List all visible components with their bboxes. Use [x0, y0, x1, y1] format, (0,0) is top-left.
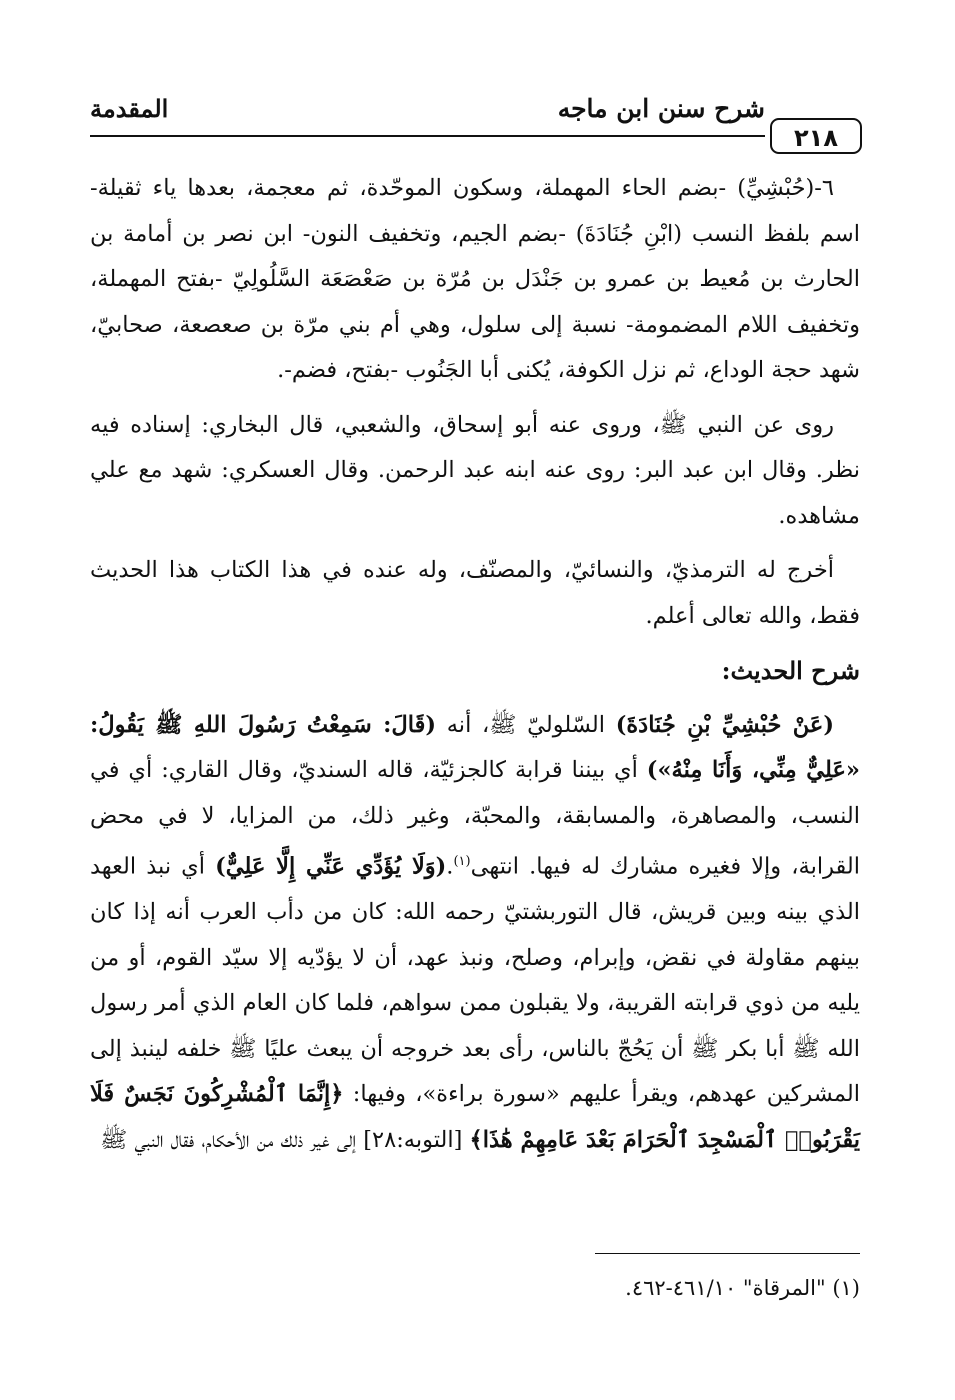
narrator-name: (عَنْ حُبْشِيِّ بْنِ جُنَادَةَ) — [615, 711, 834, 738]
narrator-biography: ٦-(حُبْشِيِّ) -بضم الحاء المهملة، وسكون الموحّدة، ثم معجمة، بعدها ياء ثقيلة- اسم بلفظ النسب (ابْنِ جُنَادَةَ) -بضم الجيم، وتخفيف النون- ابن نصر بن أمامة بن الحارث بن مُعيط بن عمرو بن جَنْدَل بن مُرّة بن صَعْصَعَة السَّلُولِيّ -بفتح المهملة، وتخفيف اللام المضمومة- نسبة إلى سلول، وهي أم بني مرّة بن صعصعة، صحابيّ، شهد حجة الوداع، ثم نزل الكوفة، يُكنى أبا الجَنُوب -بفتح، فضم-. — [90, 175, 860, 383]
narrator-sources: أخرج له الترمذيّ، والنسائيّ، والمصنّف، وله عنده في هذا الكتاب هذا الحديث فقط، والله تعالى أعلم. — [90, 557, 860, 629]
section-title: المقدمة — [90, 94, 169, 123]
commentary-dot: . — [446, 853, 454, 880]
hadith-text-2: (وَلَا يُؤَدِّي عَنِّي إِلَّا عَلِيٌّ) — [215, 853, 447, 880]
page-number: ٢١٨ — [770, 118, 862, 154]
commentary-heading: شرح الحديث: — [721, 656, 860, 685]
page-body — [90, 166, 860, 1172]
commentary-text-2: أي بيننا قرابة كالجزئيّة، قاله السنديّ، وقال القاري: أي في النسب، والمصاهرة، والمسابقة، والمحبّة، وغير ذلك، من المزايا، لا في محض القرابة، وإلا فغيره مشارك له فيها. انتهى — [90, 757, 860, 880]
quran-verse: ﴿إِنَّمَا ٱلْمُشْرِكُونَ نَجَسٌ فَلَا يَقْرَبُوا۟ ٱلْمَسْجِدَ ٱلْحَرَامَ بَعْدَ عَامِهِمْ هَٰذَا﴾ — [90, 1081, 860, 1153]
commentary-text-1: السّلوليّ ﷺ، أنه — [436, 711, 616, 738]
commentary-text-4: [التوبه:٢٨] إلى غير ذلك من الأحكام، فقال النبي ﷺ — [100, 1126, 470, 1153]
hadith-commentary — [90, 703, 860, 1164]
footnote-rule — [595, 1253, 860, 1254]
header-rule — [90, 135, 765, 137]
commentary-text-3: أي نبذ العهد الذي بينه وبين قريش، قال التوربشتيّ رحمه الله: كان من دأب العرب أنه إذا كان بينهم مقاولة في نقض، وإبرام، وصلح، ونبذ عهد، أن لا يؤدّيه إلا سيّد القوم، أو من يليه من ذوي قرابته القريبة، ولا يقبلون ممن سواهم، فلما كان العام الذي أمر رسول الله ﷺ أبا بكر ﷺ أن يَحُجّ بالناس، رأى بعد خروجه أن يبعث عليًا ﷺ خلفه لينبذ إلى المشركين عهدهم، ويقرأ عليهم «سورة براءة»، وفيها: — [90, 853, 860, 1107]
hadith-text: (قَالَ: سَمِعْتُ رَسُولَ اللهِ ﷺ يَقُولُ: «عَلِيٌّ مِنِّي، وَأَنَا مِنْهُ») — [90, 711, 860, 783]
narrator-transmission: روى عن النبي ﷺ، وروى عنه أبو إسحاق، والشعبي، قال البخاري: إسناده فيه نظر. وقال ابن عبد البر: روى عنه ابنه عبد الرحمن. وقال العسكري: شهد مع علي مشاهده. — [90, 411, 860, 529]
footnote-marker: (١) — [453, 854, 471, 869]
book-title: شرح سنن ابن ماجه — [557, 94, 765, 123]
footnote: (١) "المرقاة" ٤٦١/١٠-٤٦٢. — [625, 1276, 860, 1300]
